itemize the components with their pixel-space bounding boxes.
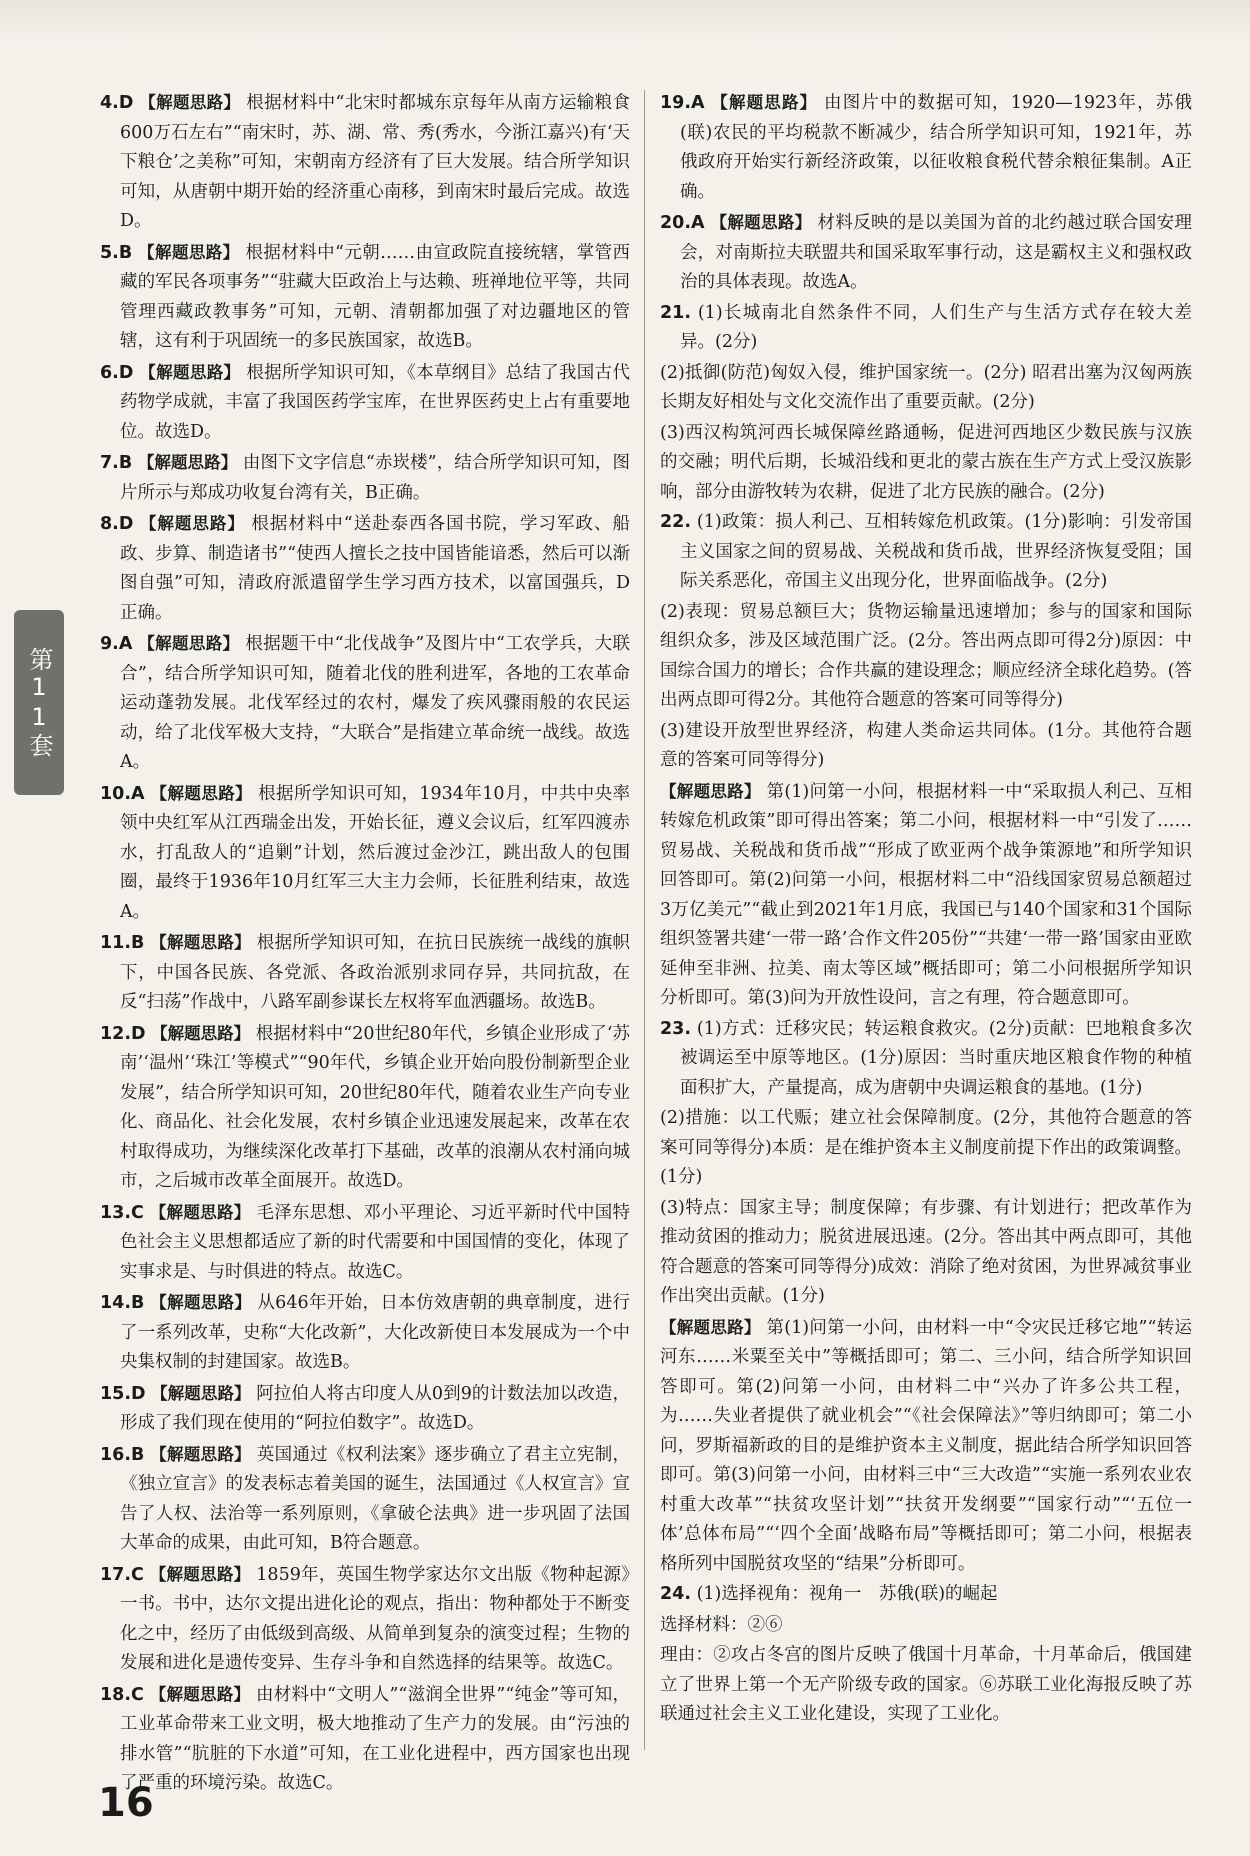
answer-number: 10.A [100,783,145,804]
answer-paragraph [660,419,1192,508]
answer-item [100,1379,630,1439]
answer-number: 22. [660,512,692,532]
answer-item [100,779,630,928]
answer-text: 根据题干中“北伐战争”及图片中“工农学兵，大联合”，结合所学知识可知，随着北伐的胜利进军，各地的工农革命运动蓬勃发展。北伐军经过的农村，爆发了疾风骤雨般的农民运动，给了北伐军极大支持，“大联合”是指建立革命统一战线。故选A。 [120,634,630,772]
answer-number: 7.B [100,453,133,473]
answer-number: 24. [660,1584,692,1604]
answer-number: 13.C [100,1202,144,1223]
solution-tag: 【解题思路】 [151,1023,251,1043]
answer-item [660,1580,1192,1610]
answer-item [100,1198,630,1288]
solution-tag: 【解题思路】 [660,1317,761,1337]
answer-number: 15.D [100,1383,146,1404]
answer-paragraph [660,1194,1192,1312]
answer-number: 4.D [100,93,134,113]
solution-tag: 【解题思路】 [150,933,251,952]
answer-paragraph [660,359,1192,418]
answer-text: 材料反映的是以美国为首的北约越过联合国安理会，对南斯拉夫联盟共和国采取军事行动，这是霸权主义和强权政治的具体表现。故选A。 [680,213,1192,292]
answer-text: 根据所学知识可知，《本草纲目》总结了我国古代药物学成就，丰富了我国医药学宝库，在世界医药史上占有重要地位。故选D。 [120,362,630,442]
solution-tag: 【解题思路】 [150,1293,252,1312]
answer-item [660,299,1192,358]
answer-paragraph [660,1611,1192,1641]
answer-text: (1)方式：迁移灾民；转运粮食救灾。(2分)贡献：巴地粮食多次被调运至中原等地区。(1分)原因：当时重庆地区粮食作物的种植面积扩大，产量提高，成为唐朝中央调运粮食的基地。(1分) [680,1018,1192,1098]
answer-text: 阿拉伯人将古印度人从0到9的计数法加以改造，形成了我们现在使用的“阿拉伯数字”。故选D。 [120,1383,630,1433]
solution-tag: 【解题思路】 [711,93,818,112]
answer-item [100,928,630,1018]
answer-paragraph [660,1313,1192,1580]
answer-paragraph [660,1104,1192,1193]
answer-item [660,208,1192,298]
answer-number: 17.C [100,1564,144,1585]
answer-item [100,629,630,778]
solution-tag: 【解题思路】 [150,1444,251,1464]
answer-text: (1)选择视角：视角一 苏俄(联)的崛起 [696,1584,998,1604]
answer-text: 根据材料中“北宋时都城东京每年从南方运输粮食600万石左右”“南宋时，苏、湖、常、秀(秀水，今浙江嘉兴)有‘天下粮仓’之美称”可知，宋朝南方经济有了巨大发展。结合所学知识可知，从唐朝中期开始的经济重心南移，到南宋时最后完成。故选D。 [120,93,630,231]
answer-item [660,88,1192,207]
answer-text: 理由：②攻占冬宫的图片反映了俄国十月革命，十月革命后，俄国建立了世界上第一个无产阶级专政的国家。⑥苏联工业化海报反映了苏联通过社会主义工业化建设，实现了工业化。 [660,1645,1192,1724]
answer-item [100,238,630,357]
answer-item [660,508,1192,597]
solution-tag: 【解题思路】 [149,1684,251,1704]
answer-item [100,358,630,448]
answer-text: 1859年，英国生物学家达尔文出版《物种起源》一书。书中，达尔文提出进化论的观点，指出：物种都处于不断变化之中，经历了由低级到高级、从简单到复杂的演变过程；生物的发展和进化是遗传变异、生存斗争和自然选择的结果等。故选C。 [120,1564,630,1673]
answer-text: (2)措施：以工代赈；建立社会保障制度。(2分，其他符合题意的答案可同等得分)本质：是在维护资本主义制度前提下作出的政策调整。(1分) [660,1108,1192,1187]
answer-text: (2)抵御(防范)匈奴入侵，维护国家统一。(2分) 昭君出塞为汉匈两族长期友好相处与文化交流作出了重要贡献。(2分) [660,362,1192,412]
left-column [100,88,630,1800]
answer-text: 根据所学知识可知，1934年10月，中共中央率领中央红军从江西瑞金出发，开始长征，遵义会议后，红军四渡赤水，打乱敌人的“追剿”计划，然后渡过金沙江，跳出敌人的包围圈，最终于1936年10月红军三大主力会师，长征胜利结束，故选A。 [120,783,631,922]
section-tab [14,610,64,795]
answer-number: 8.D [100,514,134,534]
answer-text: 选择材料：②⑥ [660,1614,783,1635]
answer-text: 根据所学知识可知，在抗日民族统一战线的旗帜下，中国各民族、各党派、各政治派别求同存异，共同抗敌，在反“扫荡”作战中，八路军副参谋长左权将军血洒疆场。故选B。 [120,933,630,1012]
answer-text: 毛泽东思想、邓小平理论、习近平新时代中国特色社会主义思想都适应了新的时代需要和中国国情的变化，体现了实事求是、与时俱进的特点。故选C。 [120,1202,630,1282]
answer-text: 第(1)问第一小问，根据材料一中“采取损人利己、互相转嫁危机政策”即可得出答案；第二小问，根据材料一中“引发了……贸易战、关税战和货币战”“形成了欧亚两个战争策源地”和所学知识回答即可。第(2)问第一小问，根据材料二中“沿线国家贸易总额超过3万亿美元”“截止到2021年1月底，我国已与140个国家和31个国际组织签署共建‘一带一路’合作文件205份”“共建‘一带一路’国家由亚欧延伸至非洲、拉美、南太等区域”概括即可；第二小问根据所学知识分析即可。第(3)问为开放性设问，言之有理，符合题意即可。 [660,781,1193,1008]
section-tab-label: 第11套 [25,646,53,759]
solution-tag: 【解题思路】 [137,453,238,472]
answer-text: (1)长城南北自然条件不同，人们生产与生活方式存在较大差异。(2分) [680,302,1192,352]
answer-number: 21. [660,302,692,323]
answer-text: 根据材料中“20世纪80年代，乡镇企业形成了‘苏南’‘温州’‘珠江’等模式”“90年代，乡镇企业开始向股份制新型企业发展”，结合所学知识可知，20世纪80年代，随着农业生产向专业化、商品化、社会化发展，农村乡镇企业迅速发展起来，改革在农村取得成功，为继续深化改革打下基础，改革的浪潮从农村涌向城市，之后城市改革全面展开。故选D。 [120,1023,630,1191]
answer-text: 第(1)问第一小问，由材料一中“令灾民迁移它地”“转运河东……米粟至关中”等概括即可；第二、三小问，结合所学知识回答即可。第(2)问第一小问，由材料二中“兴办了许多公共工程，为……失业者提供了就业机会”“《社会保障法》”等归纳即可；第二小问，罗斯福新政的目的是维护资本主义制度，据此结合所学知识回答即可。第(3)问第一小问，由材料三中“三大改造”“实施一系列农业农村重大改革”“扶贫攻坚计划”“扶贫开发纲要”“国家行动”“‘五位一体’总体布局”“‘四个全面’战略布局”等概括即可；第二小问，根据表格所列中国脱贫攻坚的“结果”分析即可。 [660,1317,1192,1574]
answer-number: 9.A [100,634,133,654]
solution-tag: 【解题思路】 [138,242,240,262]
answer-item [100,1680,630,1799]
answer-paragraph [660,1641,1192,1730]
answer-text: 根据材料中“元朝……由宣政院直接统辖，掌管西藏的军民各项事务”“驻藏大臣政治上与达赖、班禅地位平等，共同管理西藏政教事务”可知，元朝、清朝都加强了对边疆地区的管辖，这有利于巩固统一的多民族国家，故选B。 [120,242,630,351]
answer-text: 英国通过《权利法案》逐步确立了君主立宪制，《独立宣言》的发表标志着美国的诞生，法国通过《人权宣言》宣告了人权、法治等一系列原则，《拿破仑法典》进一步巩固了法国大革命的成果，由此可知，B符合题意。 [120,1444,630,1553]
solution-tag: 【解题思路】 [139,93,241,112]
answer-item [100,1440,630,1559]
answer-number: 20.A [660,213,705,233]
answer-number: 12.D [100,1023,146,1044]
answer-text: (3)特点：国家主导；制度保障；有步骤、有计划进行；把改革作为推动贫困的推动力；脱贫进展迅速。(2分。答出其中两点即可，其他符合题意的答案可同等得分)成效：消除了绝对贫困，为世界减贫事业作出突出贡献。(1分) [660,1197,1192,1306]
answer-item [100,1019,630,1197]
solution-tag: 【解题思路】 [151,1383,251,1403]
answer-item [100,509,630,628]
column-divider [644,90,645,1750]
answer-text: 由图片中的数据可知，1920—1923年，苏俄(联)农民的平均税款不断减少，结合所学知识可知，1921年，苏俄政府开始实行新经济政策，以征收粮食税代替余粮征集制。A正确。 [680,93,1192,202]
solution-tag: 【解题思路】 [139,362,241,382]
page-number: 16 [98,1780,154,1826]
answer-item [100,448,630,508]
answer-text: 根据材料中“送赴泰西各国书院，学习军政、船政、步算、制造诸书”“使西人擅长之技中国皆能谙悉，然后可以渐图自强”可知，清政府派遣留学生学习西方技术，以富国强兵，D正确。 [120,514,630,623]
answer-paragraph [660,598,1192,716]
answer-item [100,1288,630,1378]
answer-item [660,1015,1192,1104]
answer-number: 19.A [660,93,705,113]
solution-tag: 【解题思路】 [710,213,812,232]
scan-edge [0,0,1250,40]
answer-item [100,88,630,237]
answer-text: 由图下文字信息“赤崁楼”，结合所学知识可知，图片所示与郑成功收复台湾有关，B正确。 [120,453,630,503]
answer-paragraph [660,777,1192,1014]
answer-number: 11.B [100,933,145,953]
answer-number: 14.B [100,1293,145,1313]
answer-text: (2)表现：贸易总额巨大；货物运输量迅速增加；参与的国家和国际组织众多，涉及区域范围广泛。(2分。答出两点即可得2分)原因：中国综合国力的增长；合作共赢的建设理念；顺应经济全球化趋势。(答出两点即可得2分。其他符合题意的答案可同等得分) [660,601,1192,710]
answer-number: 18.C [100,1684,144,1705]
solution-tag: 【解题思路】 [149,1564,251,1584]
answer-number: 23. [660,1018,692,1039]
answer-number: 16.B [100,1444,145,1465]
answer-paragraph [660,717,1192,776]
answer-text: (3)西汉构筑河西长城保障丝路通畅，促进河西地区少数民族与汉族的交融；明代后期，长城沿线和更北的蒙古族在生产方式上受汉族影响，部分由游牧转为农耕，促进了北方民族的融合。(2分) [660,422,1192,502]
answer-text: 从646年开始，日本仿效唐朝的典章制度，进行了一系列改革，史称“大化改新”，大化改新使日本发展成为一个中央集权制的封建国家。故选B。 [120,1293,630,1372]
answer-text: 由材料中“文明人”“滋润全世界”“纯金”等可知，工业革命带来工业文明，极大地推动了生产力的发展。由“污浊的排水管”“肮脏的下水道”可知，在工业化进程中，西方国家也出现了严重的环境污染。故选C。 [120,1684,630,1793]
answer-item [100,1560,630,1679]
solution-tag: 【解题思路】 [139,514,245,533]
solution-tag: 【解题思路】 [138,634,240,653]
answer-number: 6.D [100,362,134,383]
solution-tag: 【解题思路】 [150,783,253,803]
answer-text: (1)政策：损人利己、互相转嫁危机政策。(1分)影响：引发帝国主义国家之间的贸易战、关税战和货币战，世界经济恢复受阻；国际关系恶化，帝国主义出现分化，世界面临战争。(2分) [680,512,1192,591]
answer-text: (3)建设开放型世界经济，构建人类命运共同体。(1分。其他符合题意的答案可同等得分) [660,720,1192,770]
answer-number: 5.B [100,242,133,263]
right-column [660,88,1192,1731]
solution-tag: 【解题思路】 [660,781,761,801]
solution-tag: 【解题思路】 [149,1202,251,1222]
